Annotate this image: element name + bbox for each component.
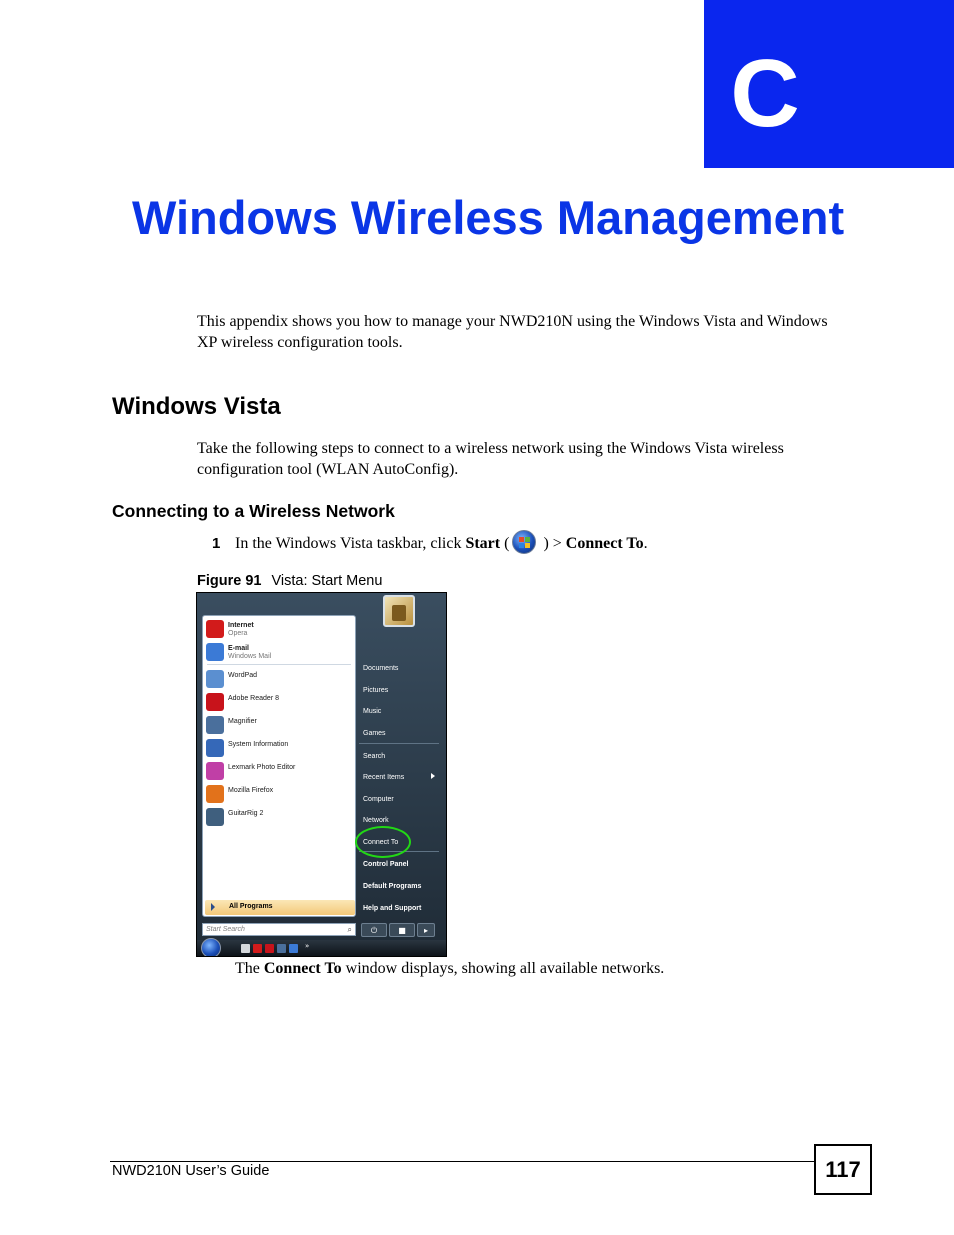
start-menu-program-item[interactable] [206,691,354,713]
start-menu-place-item[interactable]: Recent Items [363,774,405,781]
start-menu-place-item[interactable]: Games [363,730,386,737]
figure-label: Figure 91 [197,573,262,589]
windows-start-orb-icon [512,530,536,554]
program-title: GuitarRig 2 [228,810,264,817]
start-menu-place-item[interactable]: Computer [363,796,394,803]
chapter-block [704,0,954,168]
start-menu-program-item[interactable] [206,714,354,736]
start-search-input[interactable] [202,923,356,936]
taskbar [197,940,447,957]
arrow-right-icon[interactable]: ▸ [417,923,435,937]
all-programs-label: All Programs [229,903,273,910]
start-menu-program-item[interactable] [206,618,354,640]
start-menu-program-item[interactable] [206,783,354,805]
photo-editor-icon [206,762,224,780]
start-menu-place-item[interactable]: Search [363,753,386,760]
start-menu-place-item[interactable]: Connect To [363,839,399,846]
window-icon[interactable] [289,944,298,953]
start-menu-program-item[interactable] [206,641,354,663]
step-number: 1 [212,535,221,552]
chevron-right-icon [431,773,435,779]
period: . [643,535,648,552]
start-menu-place-item[interactable]: Help and Support [363,905,422,912]
opera-icon [206,620,224,638]
firefox-icon [206,785,224,803]
program-title: WordPad [228,672,258,679]
start-menu-place-item[interactable]: Documents [363,665,399,672]
explorer-icon[interactable] [277,944,286,953]
chapter-letter: C [730,40,800,147]
program-title: Internet [228,622,254,629]
arrow-right-icon [211,903,215,911]
search-icon: ⌕ [347,925,352,934]
program-title: Mozilla Firefox [228,787,274,794]
start-menu-place-item[interactable]: Default Programs [363,883,422,890]
intro-paragraph: This appendix shows you how to manage your NWD210N using the Windows Vista and Windows XP wireless configuration tools. [197,313,828,351]
guitarrig-icon [206,808,224,826]
start-menu-programs-pane [202,615,356,917]
chevron-double-right-icon[interactable]: » [305,942,310,950]
lock-icon[interactable]: ■ [389,923,415,937]
section-heading: Windows Vista [112,393,281,420]
start-menu-program-label [228,810,263,818]
start-menu-program-item[interactable] [206,806,354,828]
start-menu-program-label [228,695,279,703]
program-subtitle: Opera [228,630,248,637]
program-subtitle: Windows Mail [228,653,272,660]
closing-bold: Connect To [263,960,342,977]
start-menu-place-item[interactable]: Pictures [363,687,389,694]
highlight-circle [355,826,411,858]
places-separator [359,743,439,744]
page-number: 117 [814,1144,872,1195]
figure-caption [197,571,382,591]
start-menu-program-label [228,622,254,638]
start-menu-program-label [228,741,288,749]
closing-suffix: window displays, showing all available networks. [341,960,665,977]
start-menu-program-label [228,764,295,772]
start-menu-place-item[interactable]: Control Panel [363,861,409,868]
closing-paragraph [235,958,664,979]
start-menu-program-label [228,787,273,795]
adobe-reader-icon [206,693,224,711]
program-title: Magnifier [228,718,257,725]
connect-to-label: Connect To [565,535,644,552]
section-intro: Take the following steps to connect to a wireless network using the Windows Vista wireless configuration tool (WLAN AutoConfig). [197,440,784,478]
opera-icon[interactable] [253,944,262,953]
start-menu-place-item[interactable]: Network [363,817,389,824]
vista-start-menu-figure [196,592,447,957]
start-menu-place-item[interactable]: Music [363,708,382,715]
footer-guide-title: NWD210N User’s Guide [112,1163,270,1179]
start-menu-program-label [228,718,257,726]
step-text: In the Windows Vista taskbar, click [235,535,466,552]
step-1 [212,530,648,556]
start-orb-icon[interactable] [201,938,221,957]
adobe-reader-icon[interactable] [265,944,274,953]
start-menu-program-label [228,645,271,661]
power-icon[interactable]: ⏻ [361,923,387,937]
closing-prefix: The [235,960,264,977]
magnifier-icon [206,716,224,734]
start-search-placeholder: Start Search [206,926,245,933]
paren-close: ) > [539,535,566,552]
mail-icon [206,643,224,661]
subsection-heading: Connecting to a Wireless Network [112,501,395,521]
program-title: System Information [228,741,289,748]
all-programs-button[interactable] [205,900,355,915]
system-info-icon [206,739,224,757]
start-menu-program-item[interactable] [206,737,354,759]
taskbar-icon[interactable] [241,944,250,953]
figure-caption-text: Vista: Start Menu [271,573,383,589]
start-label: Start [465,535,501,552]
program-title: Adobe Reader 8 [228,695,279,702]
pinned-separator [207,664,351,665]
start-menu-program-item[interactable] [206,668,354,690]
wordpad-icon [206,670,224,688]
program-title: Lexmark Photo Editor [228,764,296,771]
start-menu-program-item[interactable] [206,760,354,782]
paren-open: ( [500,535,510,552]
power-buttons [361,923,437,937]
user-picture[interactable] [383,595,415,627]
program-title: E-mail [228,645,250,652]
start-menu-program-label [228,672,257,680]
page-title: Windows Wireless Management [132,191,845,244]
